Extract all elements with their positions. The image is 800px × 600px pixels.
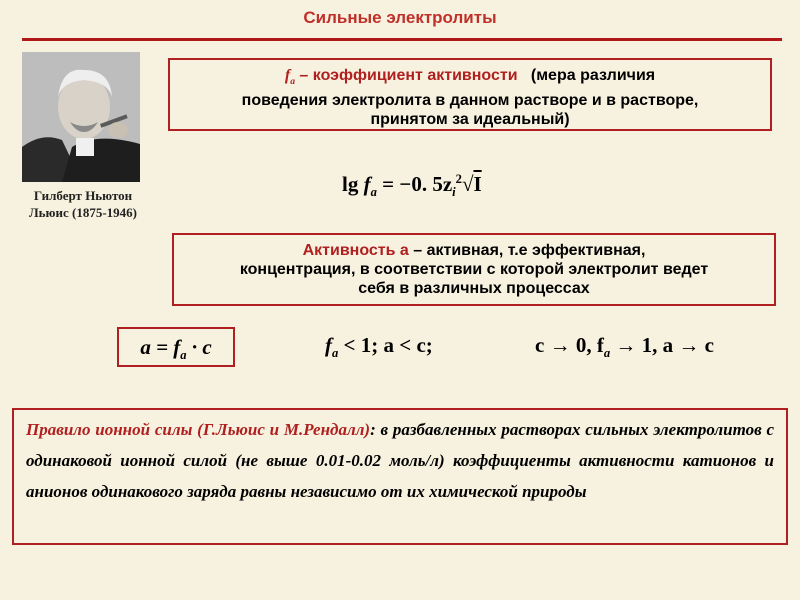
caption-years: Льюис (1875-1946) [29, 205, 137, 220]
definition-line2: поведения электролита в данном растворе и в растворе, [241, 92, 699, 110]
definition-box [168, 58, 772, 131]
definition-term: коэффициент активности [312, 67, 518, 84]
definition-line1 [170, 66, 770, 91]
activity-coef-sub: a [290, 76, 295, 88]
inequality-expression: $f_a < 1$; a < c; [325, 333, 433, 361]
activity-line1 [174, 241, 774, 260]
rule-title: Правило ионной силы (Г.Льюис и М.Рендалл) [26, 420, 371, 439]
activity-term: Активность а [302, 242, 409, 259]
portrait-caption [8, 187, 158, 221]
limit-expression: c → 0, $f_a \to 1$, a → c [535, 333, 714, 361]
definition-line3: принятом за идеальный) [370, 111, 570, 129]
activity-equation-box: $a = f_a \cdot c$ [117, 327, 235, 367]
rule-body: : в разбавленных растворах сильных электролитов с одинаковой ионной силой (не выше 0.01-0.02 моль/л) коэффициенты активности катионов и анионов одинакового заряда равны независимо от их химической природы [26, 420, 774, 501]
portrait-image [22, 52, 140, 182]
slide-title: Сильные электролиты [303, 8, 497, 27]
definition-line1-rest: (мера различия [530, 67, 656, 84]
activity-line2: концентрация, в соответствии с которой электролит ведет [239, 261, 709, 278]
definition-dash: – [294, 67, 313, 84]
activity-box [172, 233, 776, 306]
title-divider [22, 38, 782, 41]
ionic-strength-rule-box [12, 408, 788, 545]
limiting-law-formula: $\lg f_a = -0$. $5z_i^2√I$ [342, 172, 482, 200]
activity-coef-symbol: f [284, 67, 291, 84]
activity-line1-rest: – активная, т.е эффективная, [408, 242, 646, 259]
caption-name: Гилберт Ньютон [33, 188, 133, 203]
activity-line3: себя в различных процессах [358, 280, 590, 297]
